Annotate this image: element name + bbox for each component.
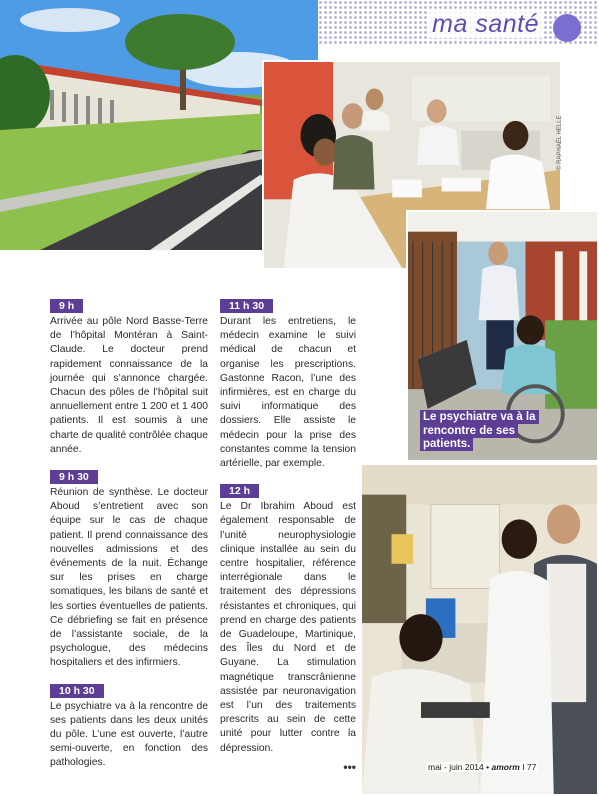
photo-caption <box>420 411 548 452</box>
rubric-dot <box>553 14 581 42</box>
timeline-entry <box>50 296 208 457</box>
photo-credit: © RAPHAËL HELLE <box>557 115 563 170</box>
consultation-room-photo <box>360 463 599 796</box>
issue-date: mai - juin 2014 • <box>428 762 490 772</box>
timeline-entry <box>220 296 356 471</box>
time-tag: 12 h <box>220 484 259 498</box>
timeline-entry <box>220 481 356 756</box>
timeline-entry <box>50 467 208 671</box>
entry-text: Réunion de synthèse. Le docteur Aboud s’entretient avec son équipe sur le cas de chaque patient. Il prend connaissance des nouvelles admissions et des événements de la nuit. Échange sur les prises en charge somatiques, les bilans de santé et les sorties éventuelles de patients. Ce débriefing se fait en présence de l’assistante sociale, de la psychologue, des médecins hospitaliers et des infirmiers. <box>50 487 208 669</box>
entry-text: Durant les entretiens, le médecin examine le suivi médical de chacun et organise les prescriptions. Gastonne Racon, l’une des infirmières, est en charge du suivi informatique des dossiers. Elle assiste le médecin pour la prise des constantes comme la tension artérielle, par exemple. <box>220 316 356 470</box>
entry-text: Le psychiatre va à la rencontre de ses patients dans les deux unités du pôle. L’une est ouverte, l’autre semi-ouverte, en fonction des pathologies. <box>50 700 208 769</box>
caption-text: Le psychiatre va à la rencontre de ses patients. <box>420 410 539 451</box>
time-tag: 9 h <box>50 299 83 313</box>
timeline-entry <box>50 681 208 771</box>
magazine-name: amorm <box>491 762 520 772</box>
text-column-left <box>50 296 208 781</box>
continuation-marker: ••• <box>343 759 356 774</box>
section-rubric: ma santé <box>428 10 543 38</box>
page-number: I 77 <box>522 762 537 772</box>
page-folio <box>426 762 538 772</box>
time-tag: 10 h 30 <box>50 684 104 698</box>
entry-text: Arrivée au pôle Nord Basse-Terre de l’hôpital Montéran à Saint-Claude. Le docteur prend rapidement connaissance de la journée qui s’annonce chargée. Chacun des pôles de l’hôpital suit annuellement entre 1 200 et 1 400 patients. Il est soumis à une charte de qualité contrôlée chaque année. <box>50 316 208 455</box>
entry-text: Le Dr Ibrahim Aboud est également responsable de l’unité neurophysiologie clinique installée au sein du centre hospitalier, référence interrégionale dans le traitement des dépressions résistantes et chroniques, qui prend en charge des patients de Guadeloupe, Martinique, des Îles du Nord et de Guyane. La stimulation magnétique transcrânienne assistée par neuronavigation est l’un des traitements prescrits au sein de cette unité pour lutter contre la dépression. <box>220 501 356 754</box>
header-band <box>318 0 599 46</box>
time-tag: 11 h 30 <box>220 299 273 313</box>
text-column-right <box>220 296 356 774</box>
time-tag: 9 h 30 <box>50 470 98 484</box>
